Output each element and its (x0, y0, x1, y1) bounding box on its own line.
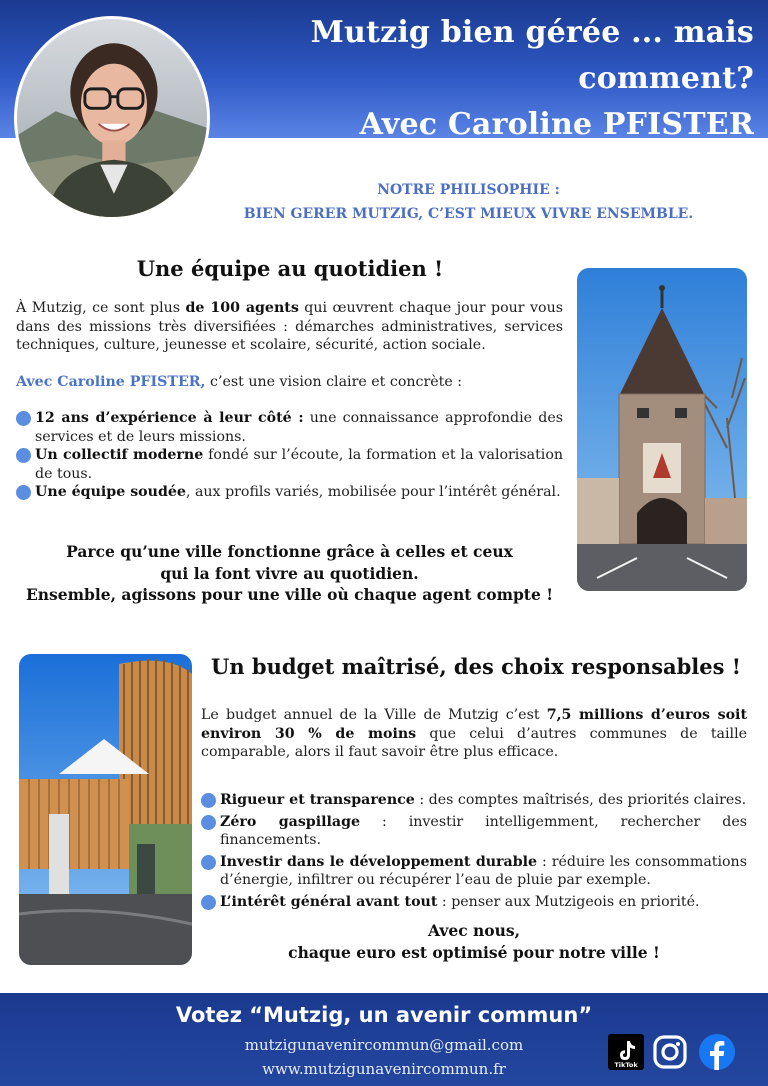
budget-intro-text-end: que celui d’autres communes de taille comparable, alors il faut savoir être plus efficace. (201, 725, 747, 760)
tiktok-icon[interactable] (607, 1033, 645, 1071)
bullet-text: , aux profils variés, mobilisée pour l’intérêt général. (185, 484, 561, 500)
team-intro-highlight: de 100 agents (185, 300, 299, 316)
bullet-text: une connaissance approfondie des services et de leurs missions. (35, 410, 564, 445)
tiktok-label: TikTok (614, 1061, 638, 1069)
budget-intro-highlight: 7,5 millions d’euros soit environ 30 % de moins (201, 707, 747, 742)
budget-closing (201, 920, 747, 963)
bullet-title: Investir dans le développement durable (220, 853, 538, 870)
team-intro-text-end: qui œuvrent chaque jour pour vous dans des missions très diversifiées : démarches administratives, services techniques, culture, jeunesse et scolaire, sécurité, action sociale. (16, 300, 563, 353)
town-gate-photo (577, 268, 747, 591)
team-intro-text: À Mutzig, ce sont plus (16, 300, 186, 316)
footer-slogan: Votez “Mutzig, un avenir commun” (175, 1003, 593, 1027)
bullet-text: : investir intelligemment, rechercher des financements. (220, 813, 747, 848)
bullet-text: : réduire les consommations d’énergie, infiltrer ou récupérer l’eau de pluie par exemple. (220, 853, 747, 888)
philosophy-text: BIEN GERER MUTZIG, C’EST MIEUX VIVRE ENSEMBLE. (243, 206, 694, 222)
bullet-title: 12 ans d’expérience à leur côté : (35, 410, 304, 426)
title-line-1: Mutzig bien gérée ... mais comment? (310, 15, 754, 96)
bullet-dot-icon (201, 895, 216, 910)
list-item (16, 409, 563, 446)
team-closing-line: qui la font vivre au quotidien. (160, 563, 419, 583)
philosophy-statement (226, 178, 711, 226)
budget-bullet-list (201, 791, 747, 911)
list-item (201, 791, 747, 810)
bullet-dot-icon (16, 411, 31, 426)
budget-section-title: Un budget maîtrisé, des choix responsables ! (211, 654, 741, 679)
team-closing-line: Ensemble, agissons pour une ville où chaque agent compte ! (25, 585, 554, 604)
facebook-icon[interactable] (698, 1033, 736, 1071)
list-item (201, 813, 747, 850)
bullet-dot-icon (201, 793, 216, 808)
bullet-dot-icon (201, 855, 216, 870)
bullet-dot-icon (201, 815, 216, 830)
team-intro (16, 299, 563, 355)
list-item (16, 446, 563, 483)
school-building-photo (19, 654, 192, 965)
candidate-portrait (14, 16, 210, 220)
philosophy-heading: NOTRE PHILISOPHIE : (377, 182, 560, 198)
bullet-text: : penser aux Mutzigeois en priorité. (437, 893, 700, 910)
budget-intro-text: Le budget annuel de la Ville de Mutzig c’est (201, 707, 547, 723)
team-vision (16, 373, 563, 392)
budget-closing-line: Avec nous, (427, 921, 521, 940)
instagram-icon[interactable] (651, 1033, 689, 1071)
candidate-name: Avec Caroline PFISTER, (16, 374, 206, 390)
bullet-title: Un collectif moderne (35, 447, 204, 463)
list-item (201, 853, 747, 890)
website-link[interactable]: www.mutzigunavenircommun.fr (262, 1060, 506, 1078)
team-vision-text: c’est une vision claire et concrète : (205, 374, 463, 390)
bullet-text: : des comptes maîtrisés, des priorités claires. (414, 792, 747, 808)
bullet-text: fondé sur l’écoute, la formation et la valorisation de tous. (35, 447, 563, 482)
title-line-2: Avec Caroline PFISTER (359, 107, 754, 142)
list-item (16, 483, 563, 502)
contact-email-link[interactable]: mutzigunavenircommun@gmail.com (244, 1036, 524, 1054)
page-title (154, 10, 754, 148)
bullet-dot-icon (16, 448, 31, 463)
team-closing (16, 541, 563, 606)
bullet-title: Rigueur et transparence (220, 792, 415, 808)
bullet-title: Une équipe soudée (35, 484, 186, 500)
bullet-dot-icon (16, 485, 31, 500)
team-bullet-list (16, 409, 563, 502)
bullet-title: L’intérêt général avant tout (220, 893, 438, 910)
team-closing-line: Parce qu’une ville fonctionne grâce à celles et ceux (66, 542, 513, 561)
list-item (201, 893, 747, 912)
budget-intro (201, 706, 747, 762)
team-section-title: Une équipe au quotidien ! (136, 256, 444, 281)
bullet-title: Zéro gaspillage (220, 813, 361, 830)
budget-closing-line: chaque euro est optimisé pour notre ville ! (288, 942, 660, 962)
